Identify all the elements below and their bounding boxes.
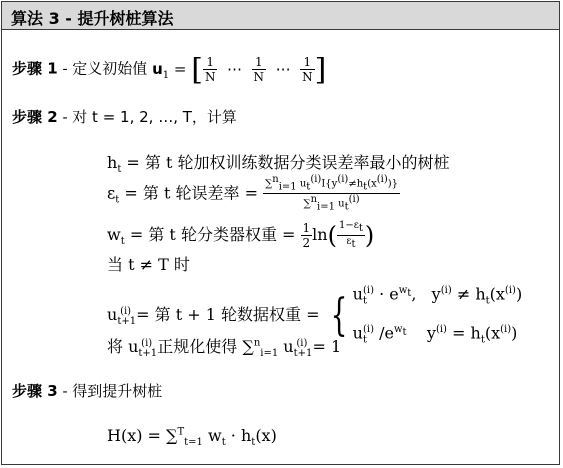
line-h: $h_t$ = 第 t 轮加权训练数据分类误差率最小的树桩 [107,153,450,176]
step-2-text: 对 t = 1, 2, …, T，计算 [72,108,237,126]
step-1-text: 定义初始值 [72,59,148,78]
step-3-text: 得到提升树桩 [72,382,163,400]
step-3: 步骤 3 - 得到提升树桩 [12,382,163,400]
line-normalize: 将 $u_{t+1}^{(i)}$ 正规化使得 ∑$^n_{i=1}$ $u_{t+1}^{(i)} = 1$ [107,337,342,360]
line-final-formula: H(x) = ∑$^T_{t=1}$ $w_t \cdot h_t(x)$ [107,426,277,449]
algorithm-title: 算法 3 - 提升树桩算法 [11,9,174,28]
step-2-label: 步骤 2 [12,108,58,126]
step-1: 步骤 1 - 定义初始值 $u_1$ = [ $\frac{1}{N}$ ⋯ $\frac{1}{N}$ ⋯ $\frac{1}{N}$ ] [12,52,327,87]
step-1-label: 步骤 1 [12,59,58,78]
line-epsilon: $\varepsilon_t$ = 第 t 轮误差率 = $\frac{\sum^n_{i=1} u_t^{(i)}I\{y^{(i)}\ne h_t(x^{(i)})\}}{\sum^n_{i=1} u_t^{(i)}}$ [107,174,399,213]
line-w: $w_t$ = 第 t 轮分类器权重 = $\frac{1}{2}$ ln( $\frac{1-\varepsilon_t}{\varepsilon_t}$ ) [107,220,375,250]
line-condition: 当 t ≠ T 时 [107,255,190,274]
line-update: $u_{t+1}^{(i)}$ = 第 t + 1 轮数据权重 = { $u_t^{(i)} \cdot e^{w_t}$, $y^{(i)} \ne h_t(x^{(i)})$ $u_t^{(i)}$ $/e^{w_t}$ $y^{(i)} = h_t(x^{(i)})$ [107,284,523,346]
step-3-label: 步骤 3 [12,382,58,400]
step-2: 步骤 2 - 对 t = 1, 2, …, T，计算 [12,108,237,126]
algorithm-title-bar [2,2,559,30]
init-vector-formula: $u_1$ = [ $\frac{1}{N}$ ⋯ $\frac{1}{N}$ ⋯ $\frac{1}{N}$ ] [152,52,327,87]
algorithm-box [1,1,560,465]
